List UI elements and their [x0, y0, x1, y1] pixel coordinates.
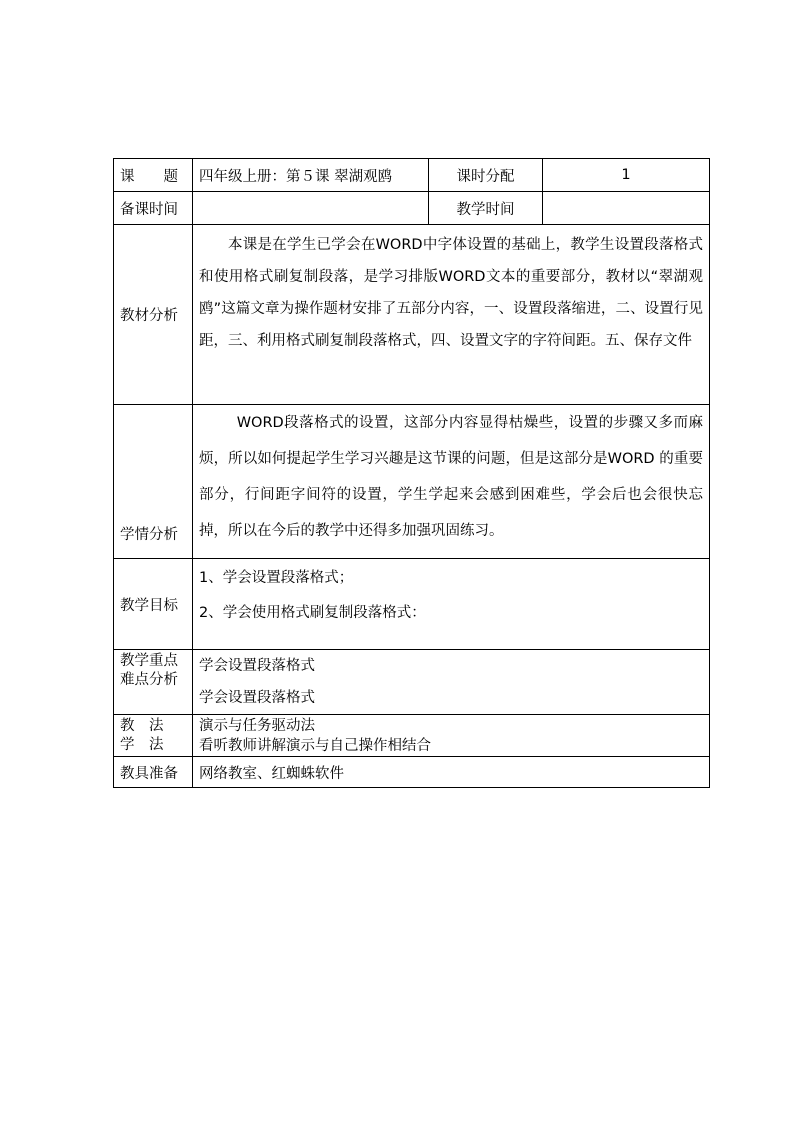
- material-analysis-label: 教材分析: [114, 225, 193, 405]
- row-keypoints: [114, 650, 710, 715]
- row-student-analysis: [114, 405, 710, 559]
- keypoints-cell: [193, 650, 710, 715]
- keypoints-line1: 学会设置段落格式: [199, 658, 315, 674]
- row-material-analysis: [114, 225, 710, 405]
- goal-item: 1、学会设置段落格式；: [199, 570, 354, 586]
- student-analysis-label: 学情分析: [114, 405, 193, 559]
- hours-value: 1: [543, 159, 710, 192]
- goals-cell: [193, 559, 710, 650]
- row-methods: [114, 715, 710, 757]
- methods-label-line2: 学 法: [120, 736, 164, 753]
- student-analysis-cell: [193, 405, 710, 559]
- topic-label: 课 题: [114, 159, 193, 192]
- material-analysis-cell: [193, 225, 710, 405]
- keypoints-label: [114, 650, 193, 715]
- keypoints-label-line2: 难点分析: [120, 672, 178, 688]
- methods-line2: 看听教师讲解演示与自己操作相结合: [199, 737, 431, 754]
- hours-label: 课时分配: [429, 159, 543, 192]
- topic-value: 四年级上册：第５课 翠湖观鸥: [193, 159, 429, 192]
- row-topic: [114, 159, 710, 192]
- row-prep-time: [114, 192, 710, 225]
- keypoints-label-line1: 教学重点: [120, 653, 178, 669]
- keypoints-line2: 学会设置段落格式: [199, 690, 315, 706]
- tools-value: 网络教室、红蜘蛛软件: [193, 757, 710, 788]
- prep-time-value: [193, 192, 429, 225]
- prep-time-label: 备课时间: [114, 192, 193, 225]
- student-analysis-text: WORD段落格式的设置，这部分内容显得枯燥些，设置的步骤又多而麻烦，所以如何提起学生学习兴趣是这节课的问题，但是这部分是WORD 的重要部分，行间距字间符的设置，学生学起来会感到困难些，学会后也会很快忘掉，所以在今后的教学中还得多加强巩固练习。: [199, 415, 703, 539]
- methods-cell: [193, 715, 710, 757]
- goal-item: 2、学会使用格式刷复制段落格式：: [199, 605, 426, 621]
- material-analysis-text: 本课是在学生已学会在WORD中字体设置的基础上，教学生设置段落格式和使用格式刷复制段落，是学习排版WORD文本的重要部分，教材以“翠湖观鸥”这篇文章为操作题材安排了五部分内容，一、设置段落缩进，二、设置行见距，三、利用格式刷复制段落格式，四、设置文字的字符间距。五、保存文件: [199, 237, 703, 349]
- row-tools: [114, 757, 710, 788]
- lesson-plan-table: [113, 158, 710, 788]
- teach-time-value: [543, 192, 710, 225]
- methods-label-line1: 教 法: [120, 717, 164, 734]
- methods-line1: 演示与任务驱动法: [199, 717, 315, 734]
- methods-label: [114, 715, 193, 757]
- goals-label: 教学目标: [114, 559, 193, 650]
- tools-label: 教具准备: [114, 757, 193, 788]
- teach-time-label: 教学时间: [429, 192, 543, 225]
- row-goals: [114, 559, 710, 650]
